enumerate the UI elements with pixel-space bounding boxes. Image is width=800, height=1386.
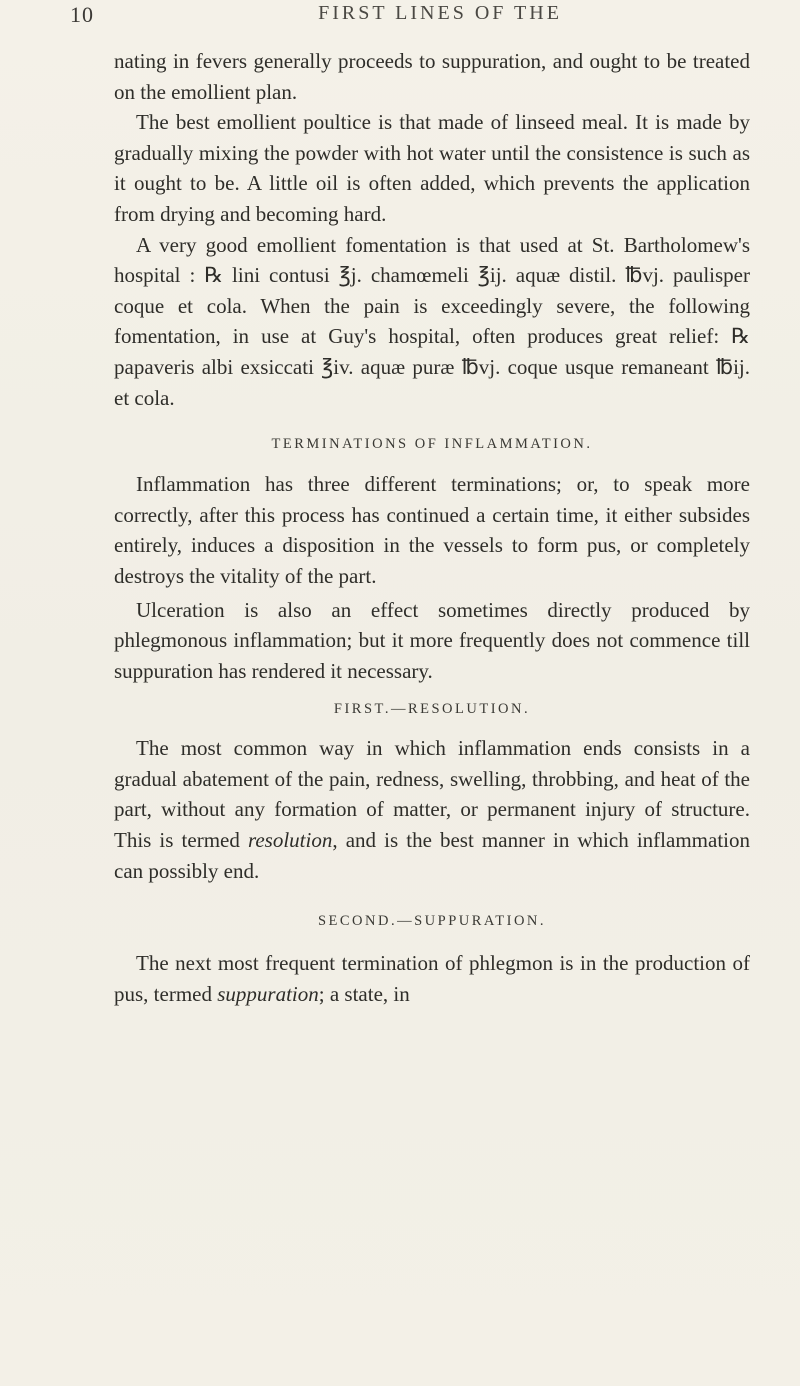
paragraph-terminations: Inflammation has three different terminations; or, to speak more correctly, after this process has continued a certain time, it either subsides entirely, induces a disposition in the vessels to form pus, or completely destroys the vitality of the part.	[114, 472, 750, 588]
paragraph-ulceration: Ulceration is also an effect sometimes directly produced by phlegmonous inflammation; but it more frequently does not commence till suppuration has rendered it necessary.	[114, 597, 750, 683]
running-head: FIRST LINES OF THE	[318, 2, 562, 24]
resolution-text-end: , and is the best manner in which inflammation can possibly end.	[114, 828, 750, 883]
suppuration-text-end: ; a state, in	[318, 981, 410, 1006]
resolution-text-start: The most common way in which inflammation ends consists in a gradual abatement of the pain, redness, swelling, throbbing, and heat of the part, without any formation of matter, or permanent injury of structure. This is termed	[114, 736, 750, 853]
paragraph-fomentation: A very good emollient fomentation is that used at St. Bartholomew's hospital : ℞ lini contusi ℥j. chamœmeli ℥ij. aquæ distil. ℔vj. paulisper coque et cola. When the pain is exceedingly severe, the following fomentation, in use at Guy's hospital, often produces great relief: ℞ papaveris albi exsiccati ℥iv. aquæ puræ ℔vj. coque usque remaneant ℔ij. et cola.	[114, 232, 750, 410]
suppuration-text-start: The next most frequent termination of phlegmon is in the production of pus, termed	[114, 951, 750, 1006]
paragraph-continuation: nating in fevers generally proceeds to suppuration, and ought to be treated on the emollient plan.	[114, 49, 750, 104]
paragraph-resolution	[114, 733, 750, 886]
suppuration-term: suppuration	[217, 981, 319, 1006]
paragraph-suppuration	[114, 948, 750, 1009]
section-heading-resolution: FIRST.—RESOLUTION.	[333, 701, 531, 718]
section-heading-terminations: TERMINATIONS OF INFLAMMATION.	[271, 436, 593, 453]
section-heading-suppuration: SECOND.—SUPPURATION.	[317, 913, 547, 930]
resolution-term: resolution	[247, 828, 333, 853]
page-number: 10	[70, 2, 94, 27]
paragraph-poultice: The best emollient poultice is that made of linseed meal. It is made by gradually mixing the powder with hot water until the consistence is such as it ought to be. A little oil is often added, which prevents the application from drying and becoming hard.	[114, 110, 750, 226]
page-header	[70, 2, 790, 38]
page-body	[114, 46, 750, 1009]
